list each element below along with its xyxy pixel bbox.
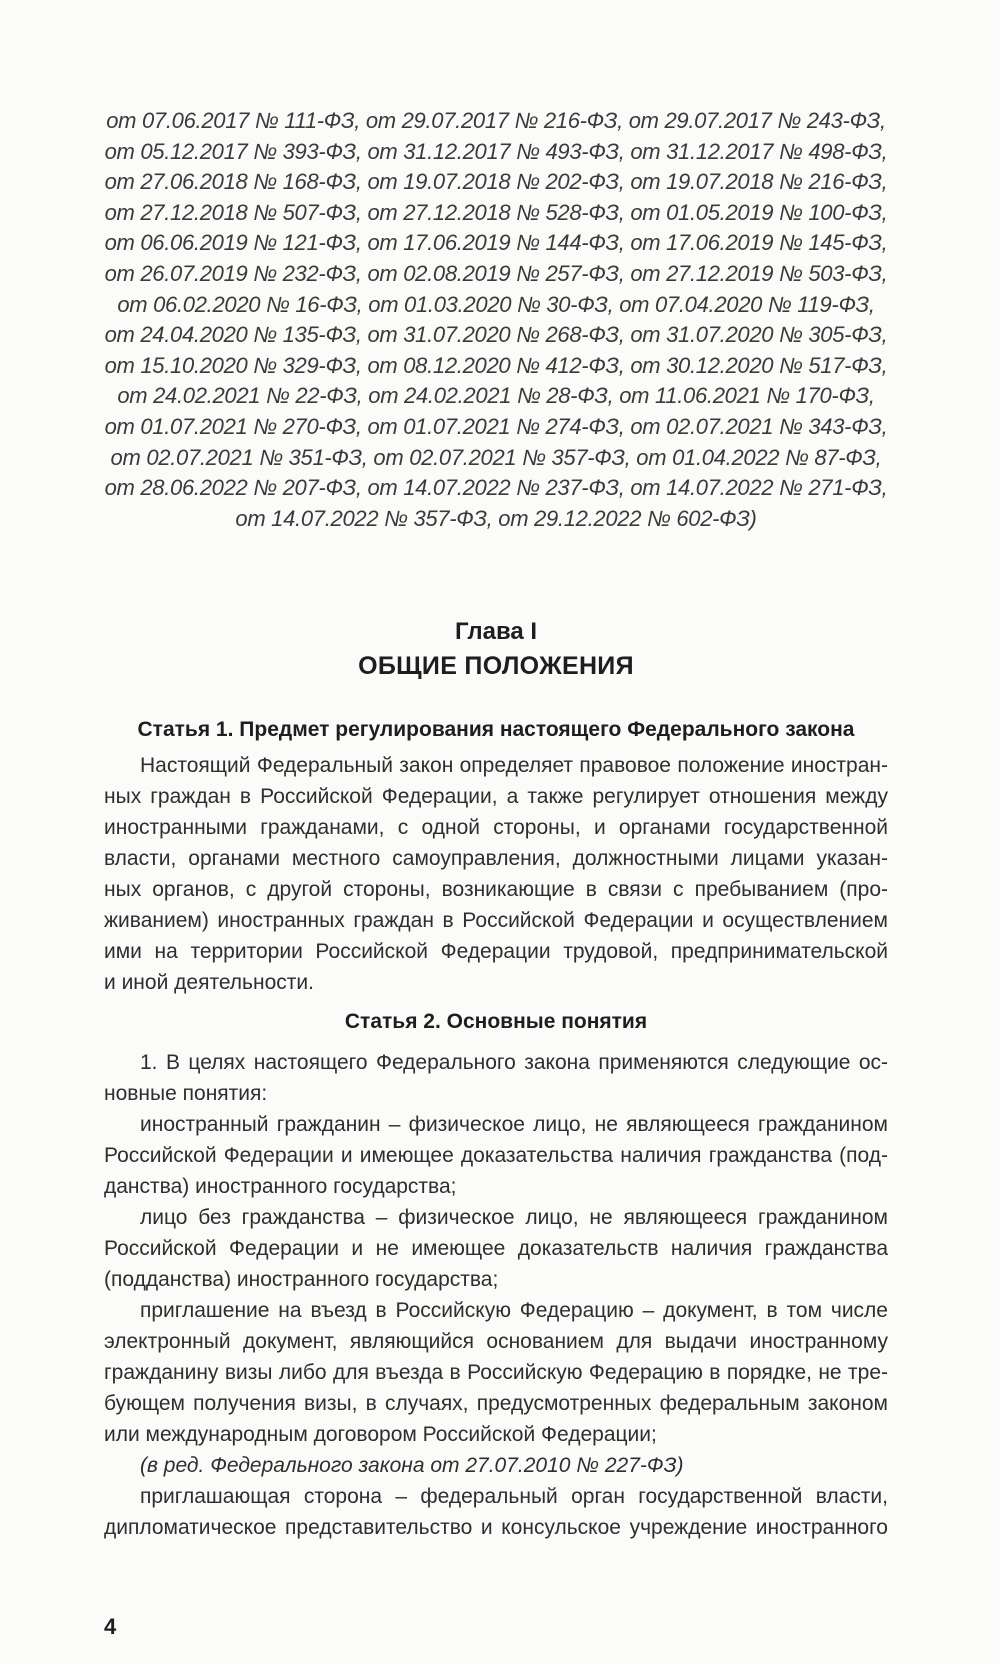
amendment-line: от 15.10.2020 № 329-ФЗ, от 08.12.2020 № 412-ФЗ, от 30.12.2020 № 517-ФЗ, — [104, 352, 888, 378]
text-line: лицо без гражданства – физическое лицо, не являющееся гражданином — [140, 1206, 888, 1229]
article-2-text — [104, 1047, 888, 1543]
text-line: новные понятия: — [104, 1082, 268, 1105]
text-line: Российской Федерации и не имеющее доказательств наличия гражданства — [104, 1237, 888, 1260]
chapter-title: ОБЩИЕ ПОЛОЖЕНИЯ — [358, 652, 634, 680]
text-line: данства) иностранного государства; — [104, 1175, 457, 1198]
article-1-heading: Статья 1. Предмет регулирования настоящего Федерального закона — [137, 718, 855, 741]
amendment-line: от 27.12.2018 № 507-ФЗ, от 27.12.2018 № 528-ФЗ, от 01.05.2019 № 100-ФЗ, — [104, 199, 888, 225]
article-1-text — [104, 750, 888, 998]
amendment-line: от 06.02.2020 № 16-ФЗ, от 01.03.2020 № 30-ФЗ, от 07.04.2020 № 119-ФЗ, — [117, 291, 875, 317]
text-line: и иной деятельности. — [104, 971, 314, 994]
article-2-heading: Статья 2. Основные понятия — [344, 1010, 648, 1033]
amendment-line: от 28.06.2022 № 207-ФЗ, от 14.07.2022 № 237-ФЗ, от 14.07.2022 № 271-ФЗ, — [104, 475, 888, 501]
text-line: живанием) иностранных граждан в Российской Федерации и осуществлением — [104, 909, 888, 932]
text-line: бующем получения визы, в случаях, предусмотренных федеральным законом — [104, 1392, 888, 1415]
page-number: 4 — [104, 1614, 117, 1639]
chapter-number: Глава I — [454, 618, 538, 645]
text-line: иностранными гражданами, с одной стороны, и органами государственной — [104, 816, 888, 839]
text-line: Настоящий Федеральный закон определяет правовое положение иностран- — [140, 754, 888, 777]
text-line: или международным договором Российской Федерации; — [104, 1423, 657, 1446]
amendment-line: от 06.06.2019 № 121-ФЗ, от 17.06.2019 № 144-ФЗ, от 17.06.2019 № 145-ФЗ, — [104, 230, 888, 256]
text-line: приглашение на въезд в Российскую Федерацию – документ, в том числе — [140, 1299, 888, 1322]
amendment-line: от 07.06.2017 № 111-ФЗ, от 29.07.2017 № 216-ФЗ, от 29.07.2017 № 243-ФЗ, — [106, 108, 886, 133]
amendment-line: от 24.02.2021 № 22-ФЗ, от 24.02.2021 № 28-ФЗ, от 11.06.2021 № 170-ФЗ, — [117, 383, 875, 409]
text-line: (подданства) иностранного государства; — [104, 1268, 499, 1291]
text-line: иностранный гражданин – физическое лицо, не являющееся гражданином — [140, 1113, 888, 1136]
text-line: ими на территории Российской Федерации трудовой, предпринимательской — [104, 940, 888, 963]
text-line: электронный документ, являющийся основанием для выдачи иностранному — [104, 1330, 888, 1353]
document-page — [104, 0, 888, 1664]
amendment-line: от 02.07.2021 № 351-ФЗ, от 02.07.2021 № 357-ФЗ, от 01.04.2022 № 87-ФЗ, — [110, 444, 882, 470]
amendment-note: (в ред. Федерального закона от 27.07.2010 № 227-ФЗ) — [140, 1454, 684, 1477]
text-line: приглашающая сторона – федеральный орган государственной власти, — [140, 1485, 888, 1508]
text-line: дипломатическое представительство и консульское учреждение иностранного — [104, 1516, 888, 1539]
text-line: ных органов, с другой стороны, возникающие в связи с пребыванием (про- — [104, 878, 888, 901]
text-line: гражданину визы либо для въезда в Российскую Федерацию в порядке, не тре- — [104, 1361, 888, 1384]
amendment-line: от 26.07.2019 № 232-ФЗ, от 02.08.2019 № 257-ФЗ, от 27.12.2019 № 503-ФЗ, — [104, 260, 888, 286]
text-line: Российской Федерации и имеющее доказательства наличия гражданства (под- — [104, 1144, 888, 1167]
text-line: власти, органами местного самоуправления, должностными лицами указан- — [104, 847, 888, 870]
amendment-line: от 05.12.2017 № 393-ФЗ, от 31.12.2017 № 493-ФЗ, от 31.12.2017 № 498-ФЗ, — [104, 138, 888, 164]
amendment-line: от 14.07.2022 № 357-ФЗ, от 29.12.2022 № 602-ФЗ) — [235, 505, 757, 531]
amendments-list — [104, 106, 888, 534]
amendment-line: от 27.06.2018 № 168-ФЗ, от 19.07.2018 № 202-ФЗ, от 19.07.2018 № 216-ФЗ, — [104, 169, 888, 195]
text-line: ных граждан в Российской Федерации, а также регулирует отношения между — [104, 785, 888, 808]
amendment-line: от 24.04.2020 № 135-ФЗ, от 31.07.2020 № 268-ФЗ, от 31.07.2020 № 305-ФЗ, — [104, 322, 888, 348]
text-line: 1. В целях настоящего Федерального закона применяются следующие ос- — [140, 1051, 888, 1074]
chapter-heading — [104, 615, 888, 683]
amendment-line: от 01.07.2021 № 270-ФЗ, от 01.07.2021 № 274-ФЗ, от 02.07.2021 № 343-ФЗ, — [104, 413, 888, 439]
